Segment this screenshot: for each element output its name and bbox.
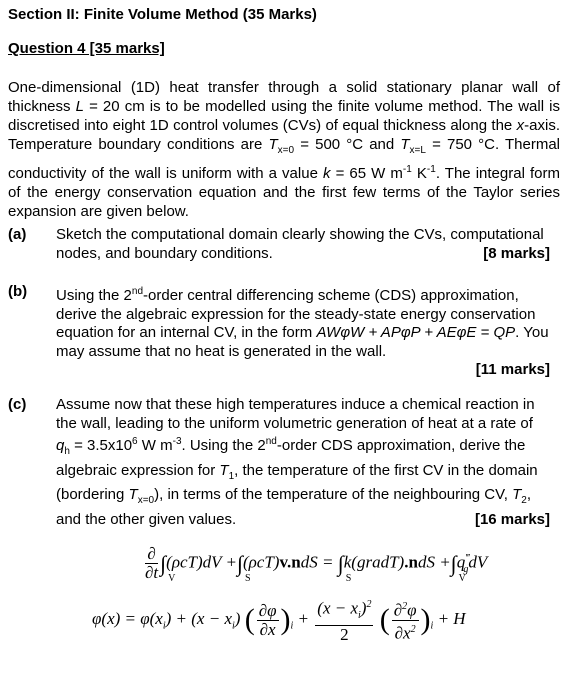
taylor-sq-num: (x − x — [317, 598, 359, 618]
intro-k: k — [323, 165, 331, 182]
integral-V-2: ∫ V — [450, 550, 466, 584]
taylor-series: $\varphi(x) = \varphi(x_i) + (x - x_i)$ ( $\frac{\partial\varphi}{\partial x}$ )$_i$ + $\frac{(x - x_i)^2}{2}$ ( $\frac{\partial^2\varphi}{\partial x^2}$ )$_i + H$ — [92, 596, 466, 644]
part-a-body: Sketch the computational domain clearly showing the CVs, computational nodes, and boundary conditions. — [56, 226, 544, 262]
taylor-d1-num: ∂φ — [258, 600, 277, 620]
intro-text-5: = 750 °C. Thermal conductivity of the wall is uniform with a value — [8, 136, 560, 182]
part-c-sup-1: 6 — [132, 436, 138, 447]
intro-text-6: = 65 W m — [330, 165, 403, 182]
eq-term-4-sub: g — [463, 563, 469, 575]
intro-TL: T — [400, 136, 410, 153]
time-derivative — [145, 545, 158, 582]
taylor-H: + H — [437, 608, 466, 628]
part-c-sup-3: nd — [265, 436, 277, 447]
taylor-two: 2 — [340, 625, 349, 645]
taylor-i-1: i — [162, 620, 166, 632]
taylor-i-4: i — [358, 610, 361, 622]
intro-x: x — [516, 117, 525, 134]
eq-plus-1: + — [225, 552, 237, 572]
integral-S-1-lim: S — [244, 572, 251, 584]
part-c-q-sub: h — [64, 446, 70, 457]
eq-dS-1: dS — [300, 552, 318, 572]
taylor-lhs: φ(x) = φ(x — [92, 608, 163, 628]
part-c-label: (c) — [8, 396, 27, 413]
eq-equals: = — [322, 552, 334, 572]
part-c-T2-sub: 2 — [521, 495, 527, 506]
taylor-plus: + — [297, 608, 310, 628]
part-a-marks: [8 marks] — [483, 244, 550, 262]
intro-sup-2: -1 — [426, 164, 436, 175]
part-c-text-7: ), in terms of the temperature of the neighbouring CV, — [154, 486, 513, 503]
part-c-T1-sub: 1 — [228, 470, 235, 482]
part-c-text — [56, 396, 550, 529]
intro-text-1: One-dimensional (1D) heat transfer through a solid stationary planar wall of thickness — [8, 79, 560, 115]
integral-S-2: ∫ S — [337, 550, 352, 584]
taylor-d2-num-phi: φ — [407, 600, 417, 620]
part-a-text — [56, 226, 550, 263]
taylor-d1-den: ∂x — [259, 619, 276, 639]
intro-text-8: . The integral form of the energy conservation equation and the first few terms of the Taylor series expansion are given below. — [8, 165, 560, 220]
part-c-T1: T — [219, 461, 229, 479]
integral-V-1-lim: V — [168, 572, 176, 584]
taylor-i-3: i — [290, 620, 294, 632]
taylor-sq-num-2: ) — [360, 598, 367, 618]
intro-paragraph — [8, 78, 560, 221]
integral-V-1: ∫ V — [160, 550, 176, 584]
eq-vn: v.n — [279, 552, 301, 572]
time-derivative-den: ∂t — [145, 563, 159, 582]
intro-L: L — [75, 98, 84, 115]
part-c-sup-2: -3 — [172, 436, 182, 447]
eq-term-4: q — [456, 552, 466, 572]
eq-term-2: (ρcT) — [242, 552, 280, 572]
part-c-text-4: . Using the 2 — [181, 437, 266, 454]
part-b-text — [56, 283, 550, 380]
part-c-text-5: -order CDS approximation, derive the algebraic expression for — [56, 437, 526, 479]
intro-text-3: -axis. Temperature boundary conditions are — [8, 117, 560, 153]
eq-n: .n — [404, 552, 418, 572]
taylor-i-5: i — [430, 620, 434, 632]
taylor-mid: ) + (x − x — [165, 608, 232, 628]
taylor-mid-2: ) — [234, 608, 241, 628]
time-derivative-num: ∂ — [147, 544, 156, 563]
eq-plus-2: + — [439, 552, 451, 572]
taylor-d2-den-sup: 2 — [410, 623, 416, 635]
intro-text-2: = 20 cm is to be modelled using the finite volume method. The wall is discretised into eight 1D control volumes (CVs) of equal thickness along the — [8, 98, 560, 134]
integral-V-2-lim: V — [458, 572, 466, 584]
part-c-T2: T — [512, 486, 522, 503]
eq-term-4-sup: ‴ — [465, 552, 470, 564]
part-a-label: (a) — [8, 226, 27, 243]
taylor-i-2: i — [232, 620, 235, 632]
taylor-second-derivative — [392, 598, 419, 642]
part-c-text-8: , and the other given values. — [56, 486, 532, 528]
taylor-d2-num-sup: 2 — [402, 600, 408, 612]
part-c-Tb-sub: x=0 — [137, 495, 155, 506]
integral-S-2-lim: S — [345, 572, 352, 584]
part-c-text-3: W m — [137, 437, 173, 454]
part-b-sup: nd — [131, 286, 144, 297]
intro-TL-sub: x=L — [409, 145, 426, 156]
taylor-d2-den: ∂x — [394, 623, 411, 643]
part-b-text-3: . You may assume that no heat is generated in the wall. — [56, 324, 549, 360]
taylor-sq-sup: 2 — [366, 599, 372, 610]
part-b-label: (b) — [8, 283, 28, 300]
intro-sup-1: -1 — [402, 164, 412, 175]
part-c-text-2: = 3.5x10 — [69, 437, 133, 454]
taylor-d2-num: ∂ — [393, 600, 403, 620]
part-c-text-1: Assume now that these high temperatures induce a chemical reaction in the wall, leading to the uniform volumetric generation of heat at a rate of — [56, 396, 535, 432]
part-c-text-6: , the temperature of the first CV in the domain (bordering — [56, 461, 538, 503]
eq-dV-2: dV — [468, 552, 488, 572]
part-c-q: q — [56, 437, 65, 454]
part-c-Tb: T — [128, 486, 138, 503]
part-b-form: AWφW + APφP + AEφE = QP — [316, 324, 516, 341]
taylor-first-derivative — [257, 602, 279, 639]
intro-T0: T — [268, 136, 278, 153]
eq-term-3: k(gradT) — [343, 552, 405, 572]
taylor-square-term — [315, 596, 373, 644]
section-title: Section II: Finite Volume Method (35 Marks) — [8, 6, 317, 23]
eq-term-1: (ρcT)dV — [166, 552, 222, 572]
part-b-marks: [11 marks] — [475, 361, 550, 378]
integral-S-1: ∫ S — [236, 550, 251, 584]
intro-text-4: = 500 °C and — [294, 136, 401, 153]
question-title: Question 4 [35 marks] — [8, 40, 165, 57]
part-b-text-1: Using the 2 — [56, 287, 132, 304]
part-c-marks: [16 marks] — [474, 510, 550, 528]
part-b-text-2: -order central differencing scheme (CDS) approximation, derive the algebraic expression for the steady-state energy conservation equation for an internal CV, in the form — [56, 287, 536, 341]
intro-text-7: K — [411, 165, 427, 182]
eq-dS-2: dS — [417, 552, 435, 572]
energy-equation — [143, 545, 487, 582]
intro-T0-sub: x=0 — [277, 145, 295, 156]
